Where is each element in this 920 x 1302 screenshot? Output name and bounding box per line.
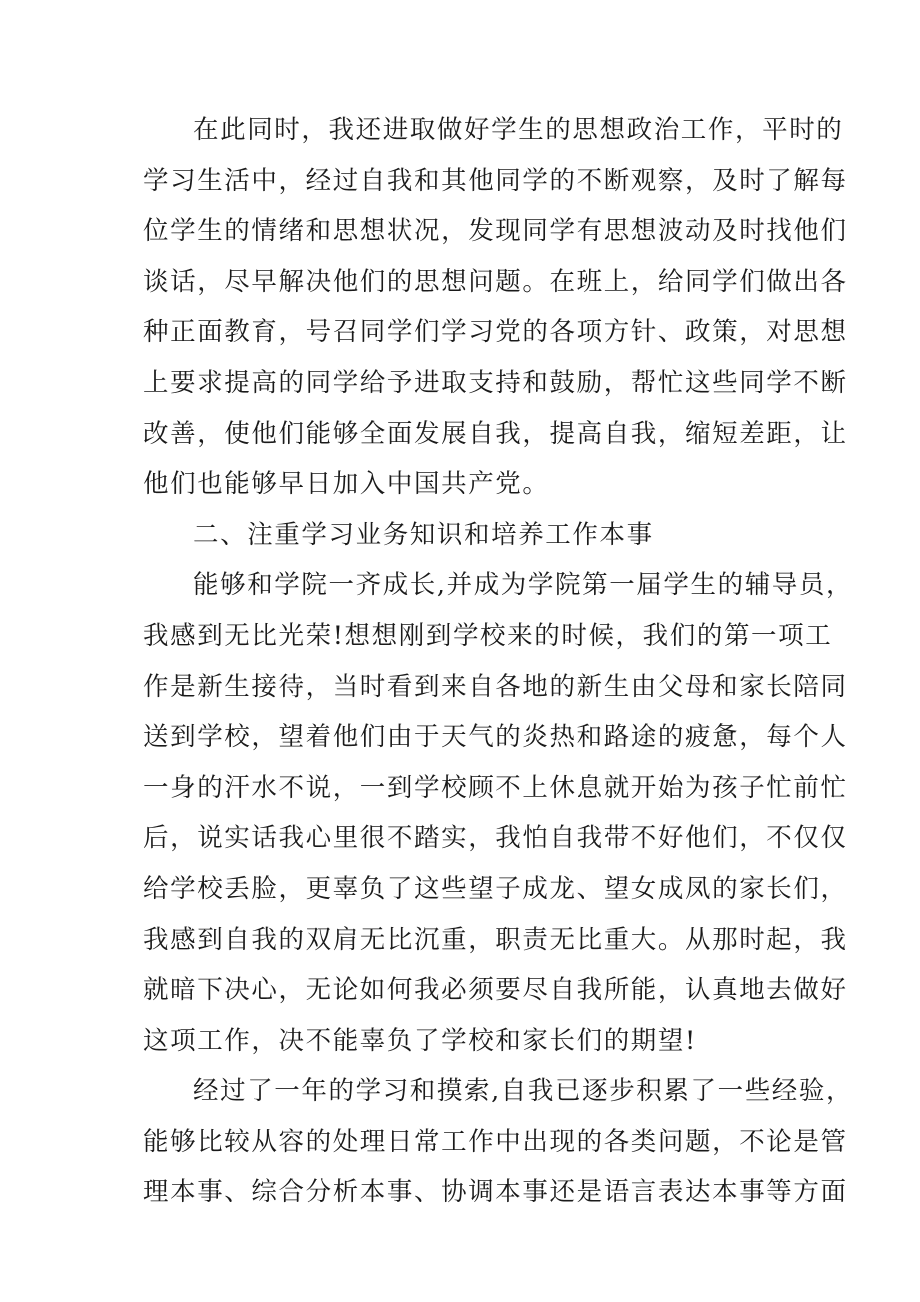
text-line-22: 理本事、综合分析本事、协调本事还是语言表达本事等方面 xyxy=(143,1177,848,1208)
text-line-3: 位学生的情绪和思想状况，发现同学有思想波动及时找他们 xyxy=(143,216,848,247)
document-body xyxy=(143,105,854,1218)
text-line-15: 后，说实话我心里很不踏实，我怕自我带不好他们，不仅仅 xyxy=(143,823,848,854)
text-line-2: 学习生活中，经过自我和其他同学的不断观察，及时了解每 xyxy=(143,165,848,196)
text-line-20: 经过了一年的学习和摸索,自我已逐步积累了一些经验， xyxy=(193,1076,854,1107)
text-line-10: 能够和学院一齐成长,并成为学院第一届学生的辅导员， xyxy=(193,570,854,601)
text-line-5: 种正面教育，号召同学们学习党的各项方针、政策，对思想 xyxy=(143,317,848,348)
text-line-6: 上要求提高的同学给予进取支持和鼓励，帮忙这些同学不断 xyxy=(143,367,848,398)
text-line-17: 我感到自我的双肩无比沉重，职责无比重大。从那时起，我 xyxy=(143,924,848,955)
text-line-8: 他们也能够早日加入中国共产党。 xyxy=(143,469,550,500)
text-line-11: 我感到无比光荣!想想刚到学校来的时候，我们的第一项工 xyxy=(143,620,833,651)
text-line-12: 作是新生接待，当时看到来自各地的新生由父母和家长陪同 xyxy=(143,671,848,702)
text-line-18: 就暗下决心，无论如何我必须要尽自我所能，认真地去做好 xyxy=(143,975,848,1006)
text-line-16: 给学校丢脸，更辜负了这些望子成龙、望女成凤的家长们， xyxy=(143,873,848,904)
section-heading: 二、注重学习业务知识和培养工作本事 xyxy=(193,519,654,550)
text-line-19: 这项工作，决不能辜负了学校和家长们的期望! xyxy=(143,1025,697,1056)
text-line-7: 改善，使他们能够全面发展自我，提高自我，缩短差距，让 xyxy=(143,418,848,449)
text-line-1: 在此同时，我还进取做好学生的思想政治工作，平时的 xyxy=(193,115,844,145)
text-line-14: 一身的汗水不说，一到学校顾不上休息就开始为孩子忙前忙 xyxy=(143,772,848,803)
text-line-21: 能够比较从容的处理日常工作中出现的各类问题，不论是管 xyxy=(143,1126,848,1157)
text-line-4: 谈话，尽早解决他们的思想问题。在班上，给同学们做出各 xyxy=(143,266,848,297)
text-line-13: 送到学校，望着他们由于天气的炎热和路途的疲惫，每个人 xyxy=(143,722,848,753)
